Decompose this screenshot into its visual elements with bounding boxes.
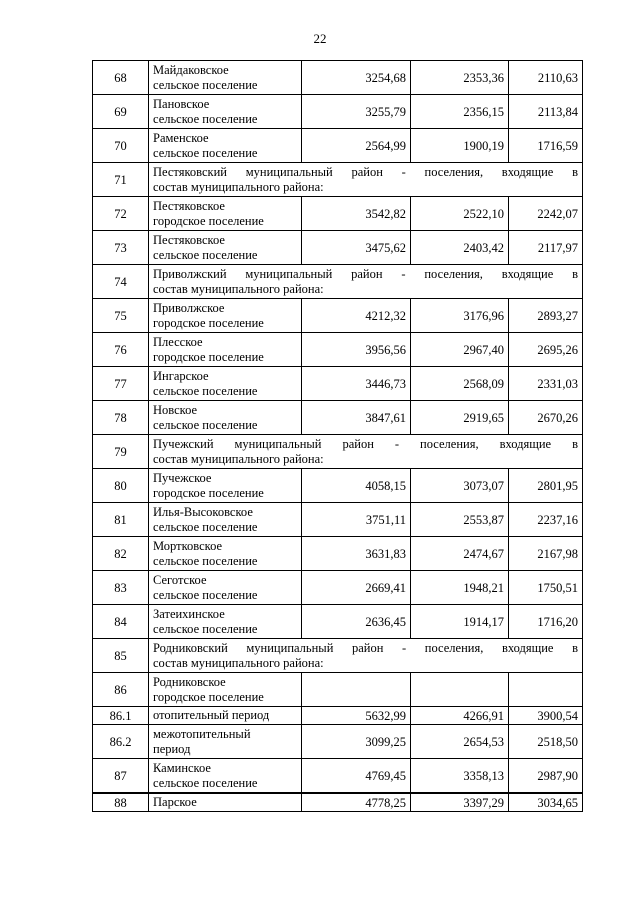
value-v2: 4266,91 <box>411 707 509 725</box>
settlement-name <box>149 725 302 759</box>
table-row <box>93 299 583 333</box>
name-line: Пучежский муниципальный район - поселения, входящие в <box>153 436 578 451</box>
value-v2: 3397,29 <box>411 793 509 812</box>
value-v1: 3099,25 <box>302 725 411 759</box>
value-v2: 2654,53 <box>411 725 509 759</box>
name-line: сельское поселение <box>153 621 258 636</box>
settlement-name <box>149 333 302 367</box>
settlement-name <box>149 707 302 725</box>
name-line: состав муниципального района: <box>153 655 324 670</box>
value-v3: 2117,97 <box>509 231 583 265</box>
value-v2: 2919,65 <box>411 401 509 435</box>
settlement-name <box>149 503 302 537</box>
name-line: сельское поселение <box>153 77 258 92</box>
name-line: сельское поселение <box>153 417 258 432</box>
value-v1: 3446,73 <box>302 367 411 401</box>
name-line: сельское поселение <box>153 519 258 534</box>
row-number: 69 <box>93 95 149 129</box>
value-v1: 3254,68 <box>302 61 411 95</box>
name-line: Пестяковский муниципальный район - поселения, входящие в <box>153 164 578 179</box>
value-v3: 2801,95 <box>509 469 583 503</box>
value-v2: 3073,07 <box>411 469 509 503</box>
value-v2: 2522,10 <box>411 197 509 231</box>
value-v3: 2893,27 <box>509 299 583 333</box>
value-v1: 4058,15 <box>302 469 411 503</box>
settlement-name <box>149 197 302 231</box>
settlement-name <box>149 571 302 605</box>
region-header-row <box>93 639 583 673</box>
value-v2: 2353,36 <box>411 61 509 95</box>
value-v3: 2518,50 <box>509 725 583 759</box>
row-number: 83 <box>93 571 149 605</box>
name-line: сельское поселение <box>153 247 258 262</box>
name-line: период <box>153 741 191 756</box>
value-v1: 3631,83 <box>302 537 411 571</box>
page-number: 22 <box>313 31 327 46</box>
value-v3: 3900,54 <box>509 707 583 725</box>
table-row <box>93 95 583 129</box>
settlement-name <box>149 605 302 639</box>
row-number: 79 <box>93 435 149 469</box>
name-line: городское поселение <box>153 689 264 704</box>
region-header-row <box>93 163 583 197</box>
value-v1: 4778,25 <box>302 793 411 812</box>
value-v2: 2568,09 <box>411 367 509 401</box>
value-v3: 2237,16 <box>509 503 583 537</box>
name-line: городское поселение <box>153 315 264 330</box>
value-v2: 2403,42 <box>411 231 509 265</box>
settlement-name <box>149 401 302 435</box>
region-name <box>149 163 583 197</box>
name-line: Затеихинское <box>153 606 225 621</box>
value-v3: 3034,65 <box>509 793 583 812</box>
row-number: 78 <box>93 401 149 435</box>
value-v1: 3542,82 <box>302 197 411 231</box>
value-v3: 1750,51 <box>509 571 583 605</box>
name-line: городское поселение <box>153 349 264 364</box>
name-line: Приволжское <box>153 300 225 315</box>
name-line: Пучежское <box>153 470 212 485</box>
table-row <box>93 605 583 639</box>
name-line: городское поселение <box>153 213 264 228</box>
table-row <box>93 673 583 707</box>
row-number: 82 <box>93 537 149 571</box>
region-name <box>149 435 583 469</box>
region-header-row <box>93 265 583 299</box>
table-row <box>93 759 583 794</box>
value-v2: 1900,19 <box>411 129 509 163</box>
row-number: 77 <box>93 367 149 401</box>
name-line: Парское <box>153 795 197 809</box>
row-number: 73 <box>93 231 149 265</box>
row-number: 80 <box>93 469 149 503</box>
value-v3: 2987,90 <box>509 759 583 794</box>
name-line: сельское поселение <box>153 775 258 790</box>
value-v3: 2110,63 <box>509 61 583 95</box>
name-line: Майдаковское <box>153 62 229 77</box>
name-line: состав муниципального района: <box>153 451 324 466</box>
value-v3: 2670,26 <box>509 401 583 435</box>
name-line: межотопительный <box>153 726 251 741</box>
value-v1: 4769,45 <box>302 759 411 794</box>
value-v2: 2967,40 <box>411 333 509 367</box>
value-v1: 2669,41 <box>302 571 411 605</box>
settlement-name <box>149 469 302 503</box>
value-v3: 1716,20 <box>509 605 583 639</box>
value-v1: 3475,62 <box>302 231 411 265</box>
settlement-name <box>149 95 302 129</box>
name-line: сельское поселение <box>153 145 258 160</box>
row-number: 86.2 <box>93 725 149 759</box>
value-v3: 2113,84 <box>509 95 583 129</box>
name-line: Пестяковское <box>153 198 225 213</box>
row-number: 70 <box>93 129 149 163</box>
name-line: городское поселение <box>153 485 264 500</box>
name-line: Мортковское <box>153 538 223 553</box>
value-v1: 3751,11 <box>302 503 411 537</box>
settlement-name <box>149 673 302 707</box>
row-number: 75 <box>93 299 149 333</box>
value-v1: 3956,56 <box>302 333 411 367</box>
row-number: 71 <box>93 163 149 197</box>
settlement-name <box>149 299 302 333</box>
row-number: 84 <box>93 605 149 639</box>
value-v2: 1914,17 <box>411 605 509 639</box>
row-number: 81 <box>93 503 149 537</box>
value-v2: 3176,96 <box>411 299 509 333</box>
settlement-name <box>149 537 302 571</box>
value-v3: 2331,03 <box>509 367 583 401</box>
region-name <box>149 639 583 673</box>
name-line: Пановское <box>153 96 210 111</box>
name-line: Илья-Высоковское <box>153 504 253 519</box>
name-line: Родниковское <box>153 674 226 689</box>
value-v3: 2242,07 <box>509 197 583 231</box>
row-number: 74 <box>93 265 149 299</box>
value-v2: 2356,15 <box>411 95 509 129</box>
row-number: 86.1 <box>93 707 149 725</box>
name-line: Пестяковское <box>153 232 225 247</box>
name-line: сельское поселение <box>153 587 258 602</box>
name-line: Раменское <box>153 130 209 145</box>
region-header-row <box>93 435 583 469</box>
table-body <box>93 61 583 812</box>
value-v1: 2564,99 <box>302 129 411 163</box>
name-line: Ингарское <box>153 368 209 383</box>
value-v1: 5632,99 <box>302 707 411 725</box>
row-number: 68 <box>93 61 149 95</box>
table-row <box>93 197 583 231</box>
name-line: Новское <box>153 402 198 417</box>
table-row <box>93 725 583 759</box>
name-line: сельское поселение <box>153 111 258 126</box>
name-line: сельское поселение <box>153 383 258 398</box>
row-number: 76 <box>93 333 149 367</box>
table-row <box>93 469 583 503</box>
name-line: сельское поселение <box>153 553 258 568</box>
table-row <box>93 793 583 812</box>
value-v3: 2695,26 <box>509 333 583 367</box>
name-line: Приволжский муниципальный район - поселения, входящие в <box>153 266 578 281</box>
name-line: состав муниципального района: <box>153 281 324 296</box>
row-number: 86 <box>93 673 149 707</box>
row-number: 87 <box>93 759 149 794</box>
row-number: 88 <box>93 793 149 812</box>
value-v1: 2636,45 <box>302 605 411 639</box>
value-v1: 4212,32 <box>302 299 411 333</box>
value-v3: 1716,59 <box>509 129 583 163</box>
table-row <box>93 129 583 163</box>
region-name <box>149 265 583 299</box>
name-line: Сеготское <box>153 572 207 587</box>
settlement-name <box>149 61 302 95</box>
value-v1: 3847,61 <box>302 401 411 435</box>
table-row <box>93 367 583 401</box>
value-v2: 1948,21 <box>411 571 509 605</box>
table-row <box>93 61 583 95</box>
value-v3 <box>509 673 583 707</box>
value-v2: 2474,67 <box>411 537 509 571</box>
name-line: состав муниципального района: <box>153 179 324 194</box>
table-row <box>93 401 583 435</box>
value-v2 <box>411 673 509 707</box>
table-row <box>93 231 583 265</box>
table-row <box>93 333 583 367</box>
value-v1: 3255,79 <box>302 95 411 129</box>
table-row <box>93 537 583 571</box>
value-v2: 3358,13 <box>411 759 509 794</box>
name-line: отопительный период <box>153 708 270 722</box>
value-v1 <box>302 673 411 707</box>
value-v2: 2553,87 <box>411 503 509 537</box>
settlement-name <box>149 129 302 163</box>
row-number: 85 <box>93 639 149 673</box>
value-v3: 2167,98 <box>509 537 583 571</box>
name-line: Родниковский муниципальный район - поселения, входящие в <box>153 640 578 655</box>
table-row <box>93 707 583 725</box>
name-line: Плесское <box>153 334 203 349</box>
tariff-table <box>92 60 583 812</box>
settlement-name <box>149 231 302 265</box>
settlement-name <box>149 759 302 794</box>
name-line: Каминское <box>153 760 211 775</box>
settlement-name <box>149 793 302 812</box>
table-row <box>93 503 583 537</box>
table-row <box>93 571 583 605</box>
row-number: 72 <box>93 197 149 231</box>
settlement-name <box>149 367 302 401</box>
